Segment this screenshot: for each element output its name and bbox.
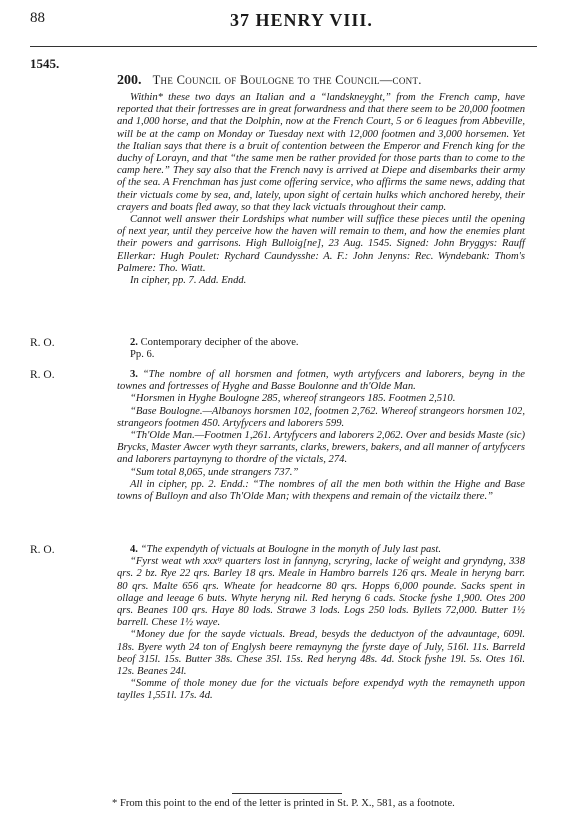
letter-paragraph-3: In cipher, pp. 7. Add. Endd. <box>130 275 247 287</box>
page-number: 88 <box>30 10 45 26</box>
item-4-line-4: “Somme of thole money due for the victuals before expendyd wyth the remayneth uppon taylles 1,551l. 17s. 4d. <box>117 678 525 702</box>
item-4-number: 4. <box>130 544 138 555</box>
item-3-line-5: “Sum total 8,065, unde strangers 737.” <box>130 466 299 478</box>
item-3-text: “The nombre of all horsmen and fotmen, wyth artyfycers and laborers, beyng in the townes and fortresses of Hyghe and Basse Boulonne and th'Olde Man. <box>117 369 525 393</box>
item-2-line-1 <box>117 337 525 349</box>
footnote-rule <box>232 793 342 794</box>
item-3 <box>117 369 525 503</box>
entry-title: The Council of Boulogne to the Council—cont. <box>152 73 422 87</box>
item-3-line-1 <box>117 369 525 393</box>
margin-year: 1545. <box>30 56 60 71</box>
item-2-pages: Pp. 6. <box>130 349 155 361</box>
item-4-line-2: “Fyrst weat wth xxxᵗʸ quarters lost in fannyng, scryring, lacke of weight and gryndyng, 338 qrs. 2 bz. Rye 22 qrs. Barley 18 qrs. Meale in Hambro barrels 126 qrs. Meale in heryng barr. 80 qrs. Malte 656 qrs. Wheate for headcorne 80 qrs. Hopps 6,000 pounde. Sacks spent in ollage and leeage 6 buts. Whyte heryng nil. Red heryng 6 cads. Stocke fyshe 1,900. Otes 200 qrs. Beanes 100 qrs. Haye 80 lods. Strawe 3 lods. Logs 250 lods. Byllets 72,000. Butter 1½ barrell. Chese 1½ waye. <box>117 556 525 629</box>
item-4-margin: R. O. <box>30 544 55 556</box>
header-rule <box>30 46 537 47</box>
item-3-line-4: “Th'Olde Man.—Footmen 1,261. Artyfycers and laborers 2,062. Over and besids Maste (sic) Brycks, Master Awcer wyth theyr sarrants, clarks, brewers, bakers, and all manner of artyfycers and laborers partaynyng to thordre of the victals, 274. <box>117 430 525 466</box>
item-4-text: “The expendyth of victuals at Boulogne in the monyth of July last past. <box>140 544 442 555</box>
item-3-line-6: All in cipher, pp. 2. Endd.: “The nombres of all the men both within the Highe and Base towns of Bulloyn and also Th'Olde Man; with thexpens and remain of the victailz there.” <box>117 478 525 503</box>
running-head: 37 HENRY VIII. <box>230 10 373 30</box>
entry-number: 200. <box>117 73 142 88</box>
item-4-line-3: “Money due for the sayde victuals. Bread, besyds the deductyon of the advauntage, 609l. 18s. Byere wyth 24 ton of Englysh beere remaynyng the fyrste daye of July, 516l. 11s. Barreld beof 315l. 15s. Butter 38s. Chese 35l. 15s. Red heryng 48s. 4d. Stock fyshe 19l. 5s. Otes 16l. 12s. Beanes 24l. <box>117 629 525 678</box>
item-2-margin: R. O. <box>30 337 55 349</box>
item-3-margin: R. O. <box>30 369 55 381</box>
letter-paragraph-2: Cannot well answer their Lordships what number will suffice these pieces until the opening of next year, until they perceive how the haven will remain to them, and how the enemies plant their powers and garrisons. High Bulloig[ne], 23 Aug. 1545. Signed: John Bryggys: Rauff Ellerkar: Hugh Poulet: Rychard Caundysshe: A. F.: John Jenyns: Rec. Wyndebank: Thom's Palmere: Tho. Wiatt. <box>117 214 525 274</box>
letter-paragraph-1: Within* these two days an Italian and a “landskneyght,” from the French camp, have reported that their fortresses are in great forwardness and that there seem to be 20,000 footmen and 1,000 horse, and that the Dolphin, now at the French Court, 5 or 6 leagues from Abbeville, will be at the camp on Monday or Tuesday next with 12,000 footmen and 3,000 horsemen. Yet the Italian says that there is a bruit of contention between the Emperor and French king for the duchy of Lorayn, and that “the same men be rather provided for those parts than to come to the camp here.” They say also that the French navy is arrived at Diepe and disembarks their army of the sea. A Frenchman has just come offering service, who affirms the same news, adding that their victuals come by sea, and, lately, upon sight of certain hulks which anchored hereby, their crayers and boats fled away, so that they lack victuals throughout their camp. <box>117 92 525 213</box>
item-4 <box>117 544 525 703</box>
item-2 <box>117 337 525 361</box>
item-3-line-2: “Horsmen in Hyghe Boulogne 285, whereof strangeors 185. Footmen 2,510. <box>130 393 456 405</box>
item-2-number: 2. <box>130 337 138 348</box>
item-3-number: 3. <box>130 369 138 380</box>
item-4-line-1 <box>117 544 525 556</box>
entry-heading <box>117 73 537 89</box>
footnote: * From this point to the end of the letter is printed in St. P. X., 581, as a footnote. <box>112 798 455 809</box>
letter-body <box>117 92 525 287</box>
item-2-text: Contemporary decipher of the above. <box>140 337 299 348</box>
item-3-line-3: “Base Boulogne.—Albanoys horsmen 102, footmen 2,762. Whereof strangeors horsmen 102, strangeors footmen 450. Artyfycers and laborers 599. <box>117 405 525 429</box>
